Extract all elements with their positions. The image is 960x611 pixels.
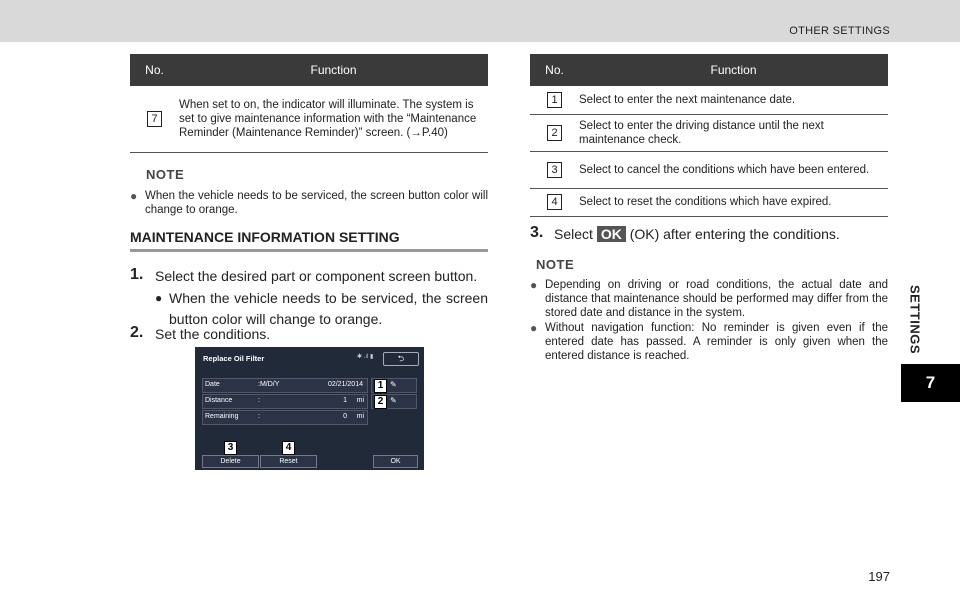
chapter-tab: 7 bbox=[901, 364, 960, 402]
ok-button[interactable]: OK bbox=[373, 455, 418, 468]
step-text: Select the desired part or component screen button. bbox=[155, 268, 478, 284]
col-no-header: No. bbox=[530, 54, 579, 86]
bullet-dot-icon: ● bbox=[530, 278, 538, 292]
step-sub-bullet bbox=[155, 288, 488, 330]
table-row bbox=[530, 114, 888, 151]
callout-4: 4 bbox=[282, 441, 295, 455]
note-text: Depending on driving or road conditions, the actual date and distance that maintenance should be performed may differ from the stored date and distance in the system. bbox=[545, 279, 888, 319]
row-number: 1 bbox=[547, 92, 562, 108]
back-button[interactable]: ⮌ bbox=[383, 352, 419, 366]
row-function: When set to on, the indicator will illuminate. The system is set to give maintenance information with the “Maintenance Reminder (Maintenance Reminder)” screen. (→P.40) bbox=[179, 86, 488, 152]
replace-oil-filter-screen bbox=[195, 347, 424, 470]
step-number: 1. bbox=[130, 266, 144, 283]
col-function-header: Function bbox=[179, 54, 488, 86]
ok-inline-button: OK bbox=[597, 226, 626, 242]
row-function: Select to cancel the conditions which have been entered. bbox=[579, 151, 888, 188]
pencil-icon: ✎ bbox=[390, 380, 397, 389]
note-text: When the vehicle needs to be serviced, the screen button color will change to orange. bbox=[145, 190, 488, 216]
col-no-header: No. bbox=[130, 54, 179, 86]
reset-button[interactable]: Reset bbox=[260, 455, 317, 468]
screen-title: Replace Oil Filter bbox=[203, 354, 265, 363]
note-bullet bbox=[130, 189, 488, 217]
row-colon: : bbox=[258, 413, 260, 420]
row-colon: :M/D/Y bbox=[258, 381, 280, 388]
row-unit: mi bbox=[356, 397, 364, 404]
callout-2: 2 bbox=[374, 395, 387, 409]
row-function: Select to enter the next maintenance date. bbox=[579, 86, 888, 114]
row-value: 02/21/2014 bbox=[327, 381, 363, 388]
section-title: MAINTENANCE INFORMATION SETTING bbox=[130, 229, 488, 252]
side-tab-text: SETTINGS bbox=[907, 284, 923, 354]
callout-3: 3 bbox=[224, 441, 237, 455]
note-title: NOTE bbox=[146, 167, 185, 182]
row-value: 1 bbox=[343, 397, 347, 404]
row-function: Select to reset the conditions which have expired. bbox=[579, 188, 888, 216]
step-text-before: Select bbox=[554, 226, 593, 242]
side-tab-label bbox=[903, 282, 927, 362]
table-row bbox=[530, 86, 888, 114]
remaining-row bbox=[202, 410, 368, 425]
left-function-table bbox=[130, 54, 488, 153]
col-function-header: Function bbox=[579, 54, 888, 86]
right-function-table bbox=[530, 54, 888, 217]
note-bullet bbox=[530, 278, 888, 320]
sub-bullet-text: When the vehicle needs to be serviced, the screen button color will change to orange. bbox=[169, 290, 488, 327]
page-number: 197 bbox=[868, 569, 890, 584]
note-title: NOTE bbox=[536, 257, 575, 272]
note-text: Without navigation function: No reminder is given even if the entered date has passed. A reminder is only given when the entered distance is reached. bbox=[545, 322, 888, 362]
distance-row[interactable] bbox=[202, 394, 368, 409]
pencil-icon: ✎ bbox=[390, 396, 397, 405]
step-text: Set the conditions. bbox=[155, 326, 271, 342]
table-row bbox=[130, 86, 488, 152]
row-colon: : bbox=[258, 397, 260, 404]
row-number: 2 bbox=[547, 125, 562, 141]
table-row bbox=[530, 188, 888, 216]
step-number: 2. bbox=[130, 324, 144, 341]
date-row[interactable] bbox=[202, 378, 368, 393]
row-label: Remaining bbox=[205, 413, 239, 420]
row-number: 3 bbox=[547, 162, 562, 178]
row-label: Date bbox=[205, 381, 220, 388]
note-bullet bbox=[530, 321, 888, 363]
section-header: OTHER SETTINGS bbox=[789, 25, 890, 37]
row-value: 0 bbox=[343, 413, 347, 420]
header-bar bbox=[0, 0, 960, 42]
callout-1: 1 bbox=[374, 379, 387, 393]
step-text bbox=[554, 226, 840, 242]
table-row bbox=[530, 151, 888, 188]
delete-button[interactable]: Delete bbox=[202, 455, 259, 468]
row-number: 4 bbox=[547, 194, 562, 210]
step-text-after: (OK) after entering the conditions. bbox=[629, 226, 840, 242]
bullet-dot-icon: ● bbox=[130, 189, 138, 203]
status-icons: ✱ .ıl ▮ bbox=[357, 354, 374, 360]
bullet-dot-icon: ● bbox=[155, 291, 163, 305]
bullet-dot-icon: ● bbox=[530, 321, 538, 335]
row-number: 7 bbox=[147, 111, 162, 127]
row-unit: mi bbox=[356, 413, 364, 420]
row-function: Select to enter the driving distance until the next maintenance check. bbox=[579, 114, 888, 151]
step-number: 3. bbox=[530, 224, 544, 241]
row-label: Distance bbox=[205, 397, 233, 404]
